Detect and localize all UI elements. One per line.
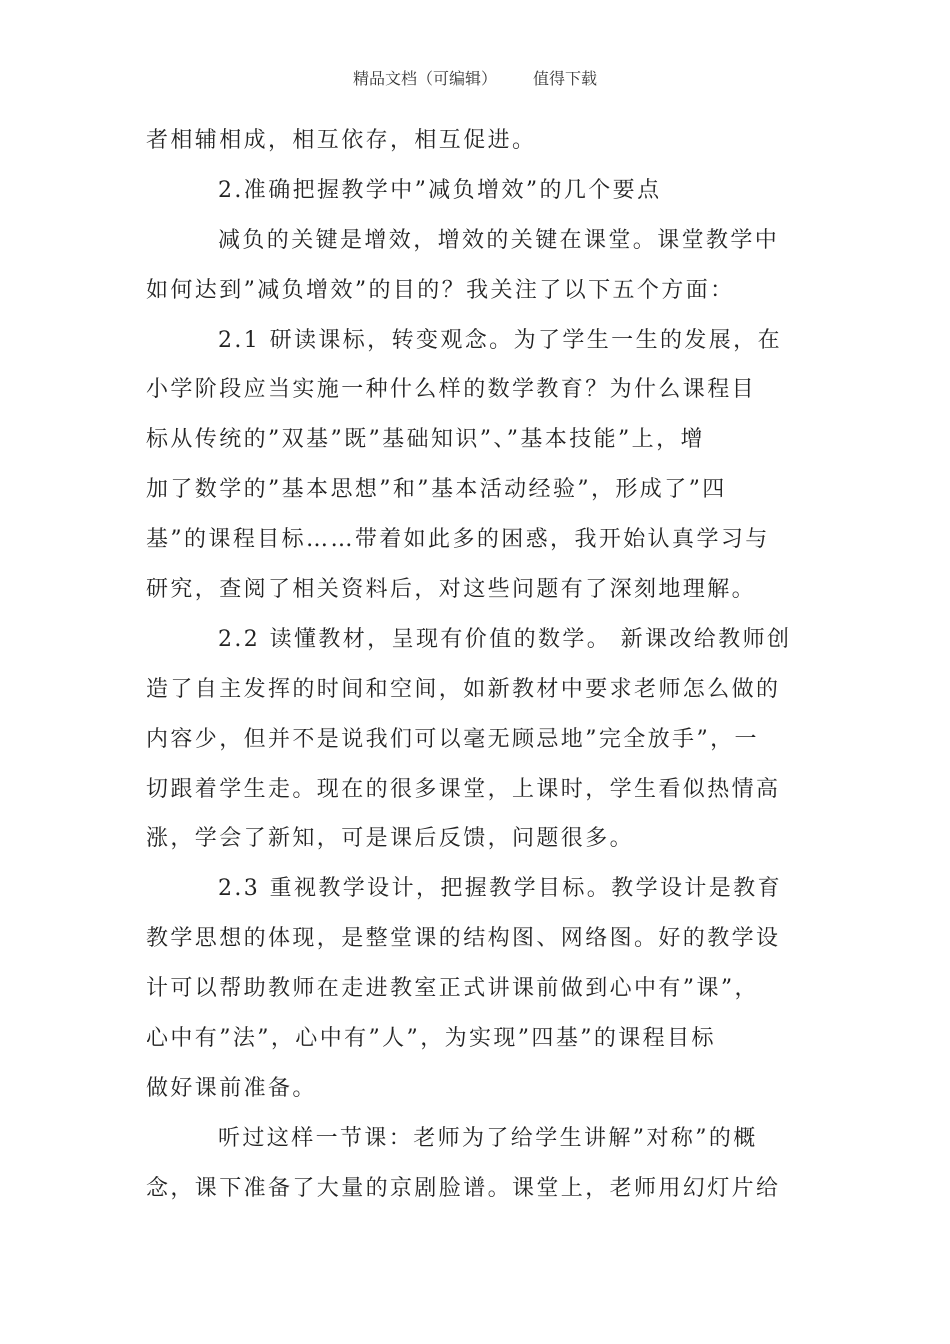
text-line: 做好课前准备。 xyxy=(146,1075,317,1101)
text-line: 教学思想的体现，是整堂课的结构图、网络图。好的教学设 xyxy=(146,926,781,952)
text-line: 2.2 读懂教材，呈现有价值的数学。 新课改给教师创 xyxy=(218,626,792,652)
text-line: 2.准确把握教学中”减负增效”的几个要点 xyxy=(218,177,662,203)
text-line: 者相辅相成，相互依存，相互促进。 xyxy=(146,128,537,153)
text-line: 减负的关键是增效，增效的关键在课堂。课堂教学中 xyxy=(218,227,780,253)
text-line: 如何达到”减负增效”的目的？我关注了以下五个方面： xyxy=(146,277,735,303)
text-line: 研究，查阅了相关资料后，对这些问题有了深刻地理解。 xyxy=(146,577,757,603)
text-line: 心中有”法”，心中有”人”，为实现”四基”的课程目标 xyxy=(146,1026,716,1052)
text-line: 内容少，但并不是说我们可以毫无顾忌地”完全放手”，一 xyxy=(146,726,759,752)
text-line: 标从传统的”双基”既”基础知识”、”基本技能”上，增 xyxy=(146,427,705,453)
text-line: 切跟着学生走。现在的很多课堂，上课时，学生看似热情高 xyxy=(146,776,781,802)
text-line: 计可以帮助教师在走进教室正式讲课前做到心中有”课”， xyxy=(146,976,759,1002)
text-line: 2.1 研读课标，转变观念。为了学生一生的发展，在 xyxy=(218,327,782,353)
text-line: 小学阶段应当实施一种什么样的数学教育？为什么课程目 xyxy=(146,377,757,403)
text-line: 造了自主发挥的时间和空间，如新教材中要求老师怎么做的 xyxy=(146,676,781,702)
text-line: 涨，学会了新知，可是课后反馈，问题很多。 xyxy=(146,826,635,852)
header-left-text: 精品文档（可编辑） xyxy=(352,69,497,88)
text-line: 听过这样一节课：老师为了给学生讲解”对称”的概 xyxy=(218,1125,758,1151)
text-line: 基”的课程目标……带着如此多的困惑，我开始认真学习与 xyxy=(146,527,770,553)
document-body xyxy=(146,116,816,1214)
header-right-text: 值得下载 xyxy=(533,69,598,88)
text-line: 2.3 重视教学设计，把握教学目标。教学设计是教育 xyxy=(218,876,782,902)
text-line: 念，课下准备了大量的京剧脸谱。课堂上，老师用幻灯片给 xyxy=(146,1175,781,1201)
page-header xyxy=(0,66,950,89)
text-line: 加了数学的”基本思想”和”基本活动经验”，形成了”四 xyxy=(146,477,727,503)
